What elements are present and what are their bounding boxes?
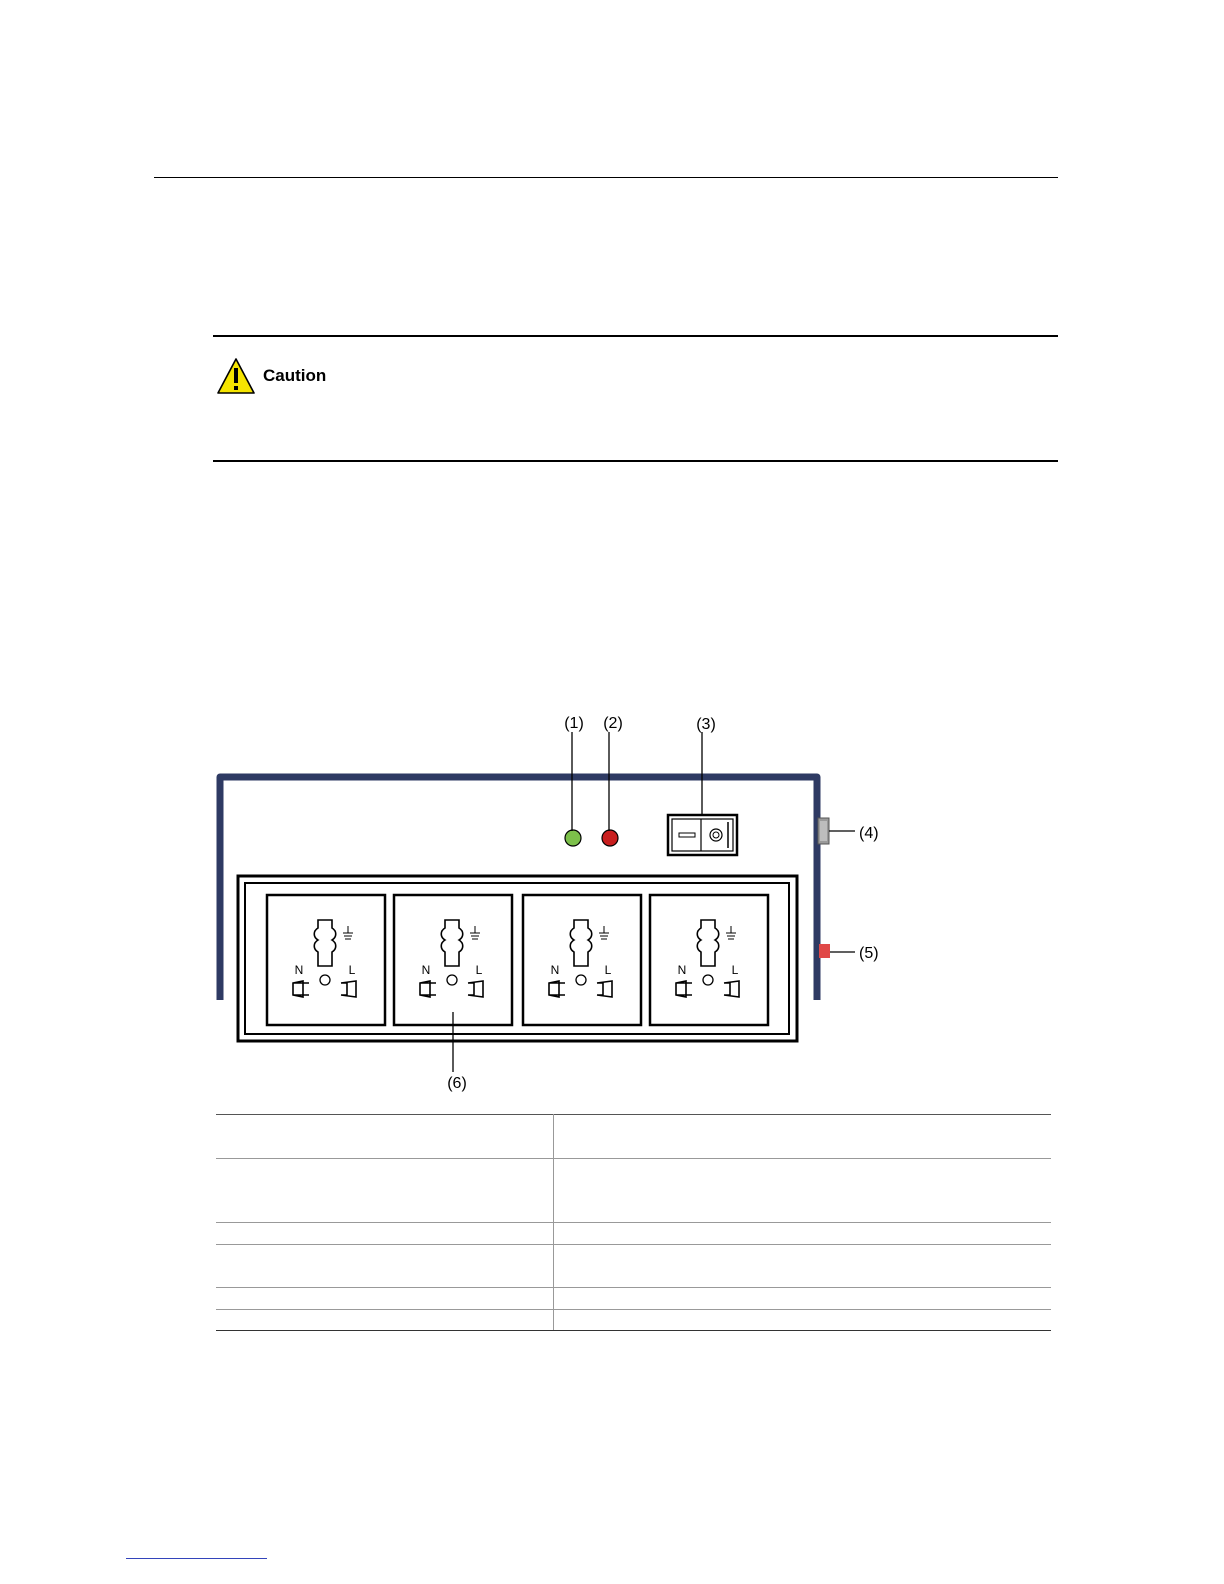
outlet-socket xyxy=(267,895,385,1025)
live-label: L xyxy=(348,963,356,977)
legend-table xyxy=(216,1114,1051,1331)
warning-triangle-icon xyxy=(216,357,256,395)
live-label: L xyxy=(731,963,739,977)
table-row xyxy=(216,1159,1051,1223)
outlet-socket xyxy=(394,895,512,1025)
caution-bottom-rule xyxy=(213,460,1058,462)
side-fuse xyxy=(818,818,829,844)
table-row xyxy=(216,1288,1051,1310)
side-reset-button xyxy=(819,944,830,958)
callout-4: (4) xyxy=(859,825,879,842)
power-strip-figure xyxy=(200,700,920,1100)
caution-block xyxy=(216,356,326,396)
callout-2: (2) xyxy=(603,715,623,732)
table-row xyxy=(216,1245,1051,1288)
footer-link-underline xyxy=(126,1558,267,1559)
callout-3: (3) xyxy=(696,716,716,733)
table-row xyxy=(216,1115,1051,1159)
outlet-socket xyxy=(523,895,641,1025)
callout-1: (1) xyxy=(564,715,584,732)
outlet-socket xyxy=(650,895,768,1025)
table-row xyxy=(216,1223,1051,1245)
neutral-label: N xyxy=(421,963,431,977)
neutral-label: N xyxy=(677,963,687,977)
header-rule xyxy=(154,177,1058,178)
neutral-label: N xyxy=(550,963,560,977)
caution-top-rule xyxy=(213,335,1058,337)
callout-6: (6) xyxy=(447,1075,467,1092)
power-led-green xyxy=(565,830,581,846)
callout-5: (5) xyxy=(859,945,879,962)
live-label: L xyxy=(475,963,483,977)
power-switch xyxy=(668,815,737,855)
neutral-label: N xyxy=(294,963,304,977)
caution-label: Caution xyxy=(263,366,327,385)
power-led-red xyxy=(602,830,618,846)
live-label: L xyxy=(604,963,612,977)
table-row xyxy=(216,1310,1051,1331)
